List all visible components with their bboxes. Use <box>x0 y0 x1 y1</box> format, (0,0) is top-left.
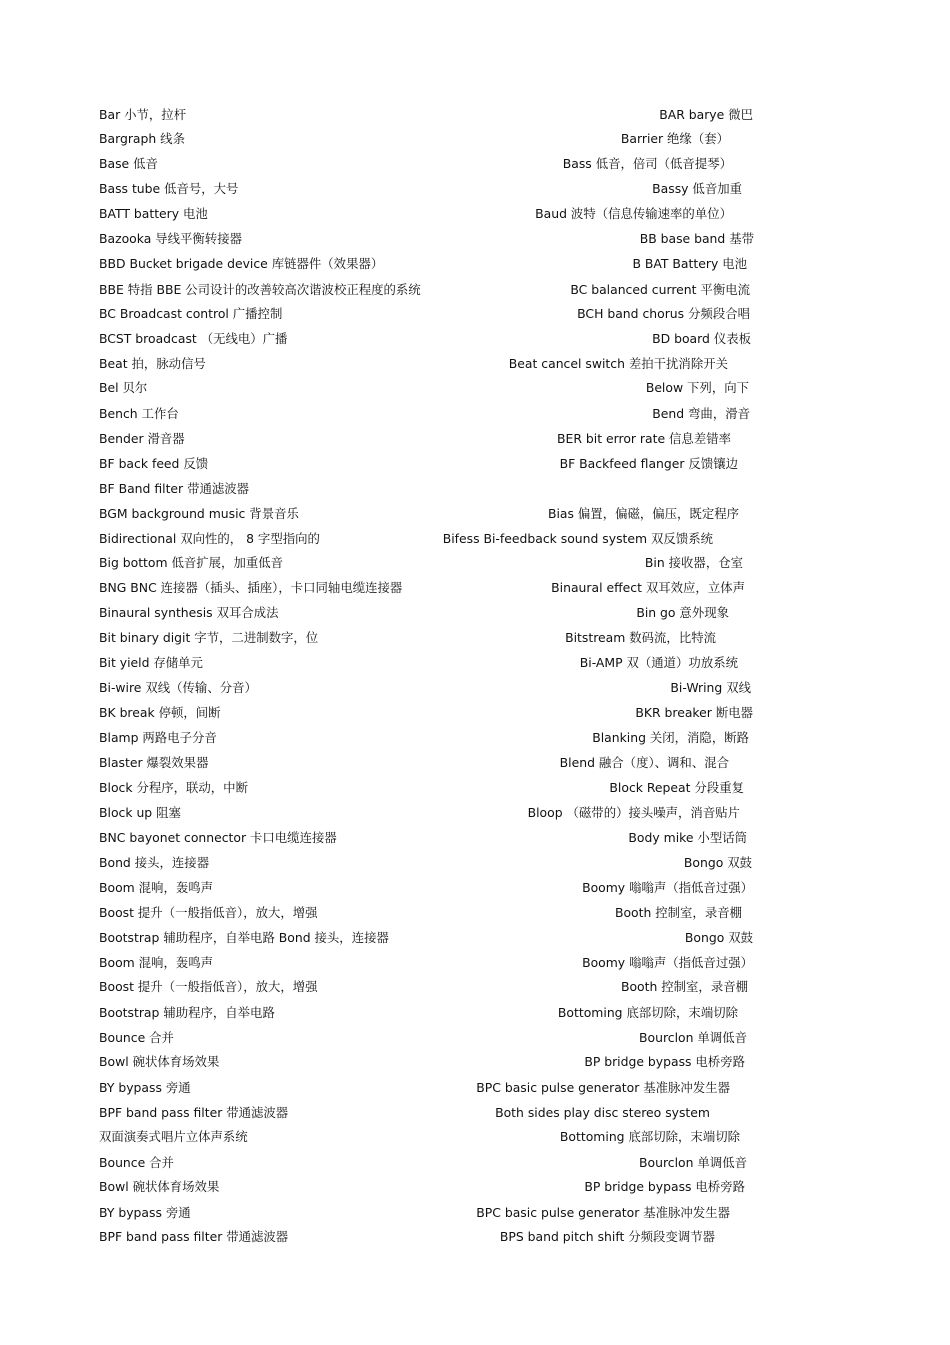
term-right: Both sides play disc stereo system <box>495 1105 710 1120</box>
term-right: Bass 低音，倍司（低音提琴） <box>562 156 732 171</box>
term-right: BD board 仪表板 <box>652 331 751 346</box>
term-left: BY bypass 旁通 <box>99 1205 191 1220</box>
term-left: Bowl 碗状体育场效果 <box>99 1179 220 1194</box>
term-right: BER bit error rate 信息差错率 <box>557 431 731 446</box>
term-left: BF back feed 反馈 <box>99 456 209 471</box>
term-left: BBE 特指 BBE 公司设计的改善较高次谐波校正程度的系统 <box>99 282 421 297</box>
term-left: Boost 提升（一般指低音），放大，增强 <box>99 905 318 920</box>
glossary-row <box>99 853 759 873</box>
glossary-row <box>99 1177 759 1197</box>
term-left: Big bottom 低音扩展，加重低音 <box>99 555 284 570</box>
term-left: Base 低音 <box>99 156 158 171</box>
term-right: BPC basic pulse generator 基准脉冲发生器 <box>476 1080 730 1095</box>
term-right: BC balanced current 平衡电流 <box>570 282 750 297</box>
term-right: Bin go 意外现象 <box>636 605 729 620</box>
term-right: BF Backfeed flanger 反馈镶边 <box>559 456 738 471</box>
glossary-row <box>99 1103 759 1123</box>
term-left: Bel 贝尔 <box>99 380 148 395</box>
term-left: Bounce 合并 <box>99 1030 174 1045</box>
term-left: BY bypass 旁通 <box>99 1080 191 1095</box>
term-right: BP bridge bypass 电桥旁路 <box>584 1054 745 1069</box>
term-left: BPF band pass filter 带通滤波器 <box>99 1229 289 1244</box>
term-left: Bidirectional 双向性的， 8 字型指向的 <box>99 531 320 546</box>
term-left: Blaster 爆裂效果器 <box>99 755 209 770</box>
term-left: Bounce 合并 <box>99 1155 174 1170</box>
term-right: Bourclon 单调低音 <box>639 1155 747 1170</box>
glossary-row <box>99 828 759 848</box>
glossary-row <box>99 878 759 898</box>
glossary-row <box>99 903 759 923</box>
term-left: Block up 阻塞 <box>99 805 181 820</box>
term-right: Below 下列，向下 <box>645 380 749 395</box>
glossary-row <box>99 529 759 549</box>
term-right: Boomy 嗡嗡声（指低音过强） <box>582 955 753 970</box>
glossary-row <box>99 479 759 499</box>
term-right: BPC basic pulse generator 基准脉冲发生器 <box>476 1205 730 1220</box>
glossary-row <box>99 1127 759 1147</box>
term-left: Bench 工作台 <box>99 406 179 421</box>
term-left: BK break 停顿，间断 <box>99 705 221 720</box>
term-right: Bifess Bi-feedback sound system 双反馈系统 <box>442 531 713 546</box>
term-right: Bottoming 底部切除，末端切除 <box>557 1005 738 1020</box>
term-right: Bend 弯曲，滑音 <box>652 406 750 421</box>
glossary-row <box>99 378 759 398</box>
glossary-row <box>99 778 759 798</box>
term-left: 双面演奏式唱片立体声系统 <box>99 1129 248 1144</box>
glossary-row <box>99 304 759 324</box>
term-right: Bi-AMP 双（通道）功放系统 <box>579 655 738 670</box>
glossary-row <box>99 280 759 300</box>
glossary-row <box>99 429 759 449</box>
term-right: Bongo 双鼓 <box>684 930 753 945</box>
term-left: Bond 接头，连接器 <box>99 855 210 870</box>
glossary-row <box>99 204 759 224</box>
glossary-row <box>99 953 759 973</box>
term-right: Blend 融合（度）、调和、混合 <box>559 755 729 770</box>
glossary-row <box>99 229 759 249</box>
glossary-row <box>99 1153 759 1173</box>
term-right: Booth 控制室，录音棚 <box>620 979 748 994</box>
term-left: BC Broadcast control 广播控制 <box>99 306 283 321</box>
term-left: Bootstrap 辅助程序，自举电路 Bond 接头，连接器 <box>99 930 389 945</box>
term-right: Bourclon 单调低音 <box>639 1030 747 1045</box>
term-left: BPF band pass filter 带通滤波器 <box>99 1105 289 1120</box>
term-left: Bootstrap 辅助程序，自举电路 <box>99 1005 275 1020</box>
term-left: BGM background music 背景音乐 <box>99 506 299 521</box>
term-right: Booth 控制室，录音棚 <box>614 905 742 920</box>
term-left: Bazooka 导线平衡转接器 <box>99 231 242 246</box>
term-left: Bit binary digit 字节，二进制数字，位 <box>99 630 319 645</box>
term-left: Beat 拍，脉动信号 <box>99 356 206 371</box>
glossary-row <box>99 703 759 723</box>
term-right: Block Repeat 分段重复 <box>609 780 744 795</box>
glossary-row <box>99 1003 759 1023</box>
term-left: BNC bayonet connector 卡口电缆连接器 <box>99 830 337 845</box>
glossary-row <box>99 928 759 948</box>
term-left: Binaural synthesis 双耳合成法 <box>99 605 279 620</box>
term-left: BCST broadcast （无线电）广播 <box>99 331 288 346</box>
glossary-row <box>99 105 759 125</box>
glossary-row <box>99 329 759 349</box>
glossary-row <box>99 404 759 424</box>
term-right: BAR barye 微巴 <box>659 107 753 122</box>
term-right: Bias 偏置，偏磁，偏压，既定程序 <box>547 506 739 521</box>
term-left: Bi-wire 双线（传输、分音） <box>99 680 257 695</box>
term-right: Body mike 小型话筒 <box>628 830 747 845</box>
glossary-row <box>99 553 759 573</box>
term-right: Bi-Wring 双线 <box>670 680 751 695</box>
glossary-row <box>99 1203 759 1223</box>
glossary-row <box>99 1227 759 1247</box>
term-right: Bloop （磁带的）接头噪声，消音贴片 <box>527 805 740 820</box>
term-right: Blanking 关闭，消隐，断路 <box>592 730 749 745</box>
term-right: BCH band chorus 分频段合唱 <box>577 306 750 321</box>
glossary-row <box>99 1028 759 1048</box>
term-left: Boom 混响，轰鸣声 <box>99 880 214 895</box>
term-left: BF Band filter 带通滤波器 <box>99 481 250 496</box>
term-left: Bar 小节，拉杆 <box>99 107 187 122</box>
glossary-row <box>99 728 759 748</box>
glossary-row <box>99 504 759 524</box>
glossary-row <box>99 254 759 274</box>
term-left: BBD Bucket brigade device 库链器件（效果器） <box>99 256 384 271</box>
glossary-row <box>99 129 759 149</box>
glossary-row <box>99 454 759 474</box>
term-right: BKR breaker 断电器 <box>635 705 753 720</box>
term-right: BP bridge bypass 电桥旁路 <box>584 1179 745 1194</box>
glossary-row <box>99 753 759 773</box>
glossary-row <box>99 678 759 698</box>
term-right: Beat cancel switch 差拍干扰消除开关 <box>508 356 728 371</box>
term-right: Barrier 绝缘（套） <box>620 131 729 146</box>
glossary-row <box>99 628 759 648</box>
glossary-row <box>99 179 759 199</box>
glossary-row <box>99 1078 759 1098</box>
term-right: B BAT Battery 电池 <box>632 256 747 271</box>
glossary-row <box>99 603 759 623</box>
glossary-row <box>99 977 759 997</box>
term-left: Boost 提升（一般指低音），放大，增强 <box>99 979 318 994</box>
term-right: Baud 波特（信息传输速率的单位） <box>535 206 732 221</box>
term-left: Blamp 两路电子分音 <box>99 730 217 745</box>
glossary-row <box>99 154 759 174</box>
term-left: Bass tube 低音号，大号 <box>99 181 239 196</box>
term-left: BNG BNC 连接器（插头、插座），卡口同轴电缆连接器 <box>99 580 403 595</box>
glossary-row <box>99 578 759 598</box>
glossary-row <box>99 1052 759 1072</box>
term-left: Block 分程序，联动，中断 <box>99 780 248 795</box>
term-left: Bargraph 线条 <box>99 131 185 146</box>
term-left: Bowl 碗状体育场效果 <box>99 1054 220 1069</box>
term-right: Binaural effect 双耳效应，立体声 <box>551 580 745 595</box>
term-right: BB base band 基带 <box>639 231 754 246</box>
term-left: Boom 混响，轰鸣声 <box>99 955 214 970</box>
term-right: Bassy 低音加重 <box>652 181 742 196</box>
term-right: Bitstream 数码流，比特流 <box>565 630 716 645</box>
term-left: BATT battery 电池 <box>99 206 208 221</box>
glossary-row <box>99 354 759 374</box>
term-right: Boomy 嗡嗡声（指低音过强） <box>582 880 753 895</box>
term-left: Bit yield 存储单元 <box>99 655 203 670</box>
term-right: BPS band pitch shift 分频段变调节器 <box>499 1229 715 1244</box>
glossary-row <box>99 803 759 823</box>
term-right: Bottoming 底部切除，末端切除 <box>559 1129 740 1144</box>
glossary-row <box>99 653 759 673</box>
term-right: Bongo 双鼓 <box>683 855 752 870</box>
term-right: Bin 接收器，仓室 <box>644 555 743 570</box>
term-left: Bender 滑音器 <box>99 431 185 446</box>
